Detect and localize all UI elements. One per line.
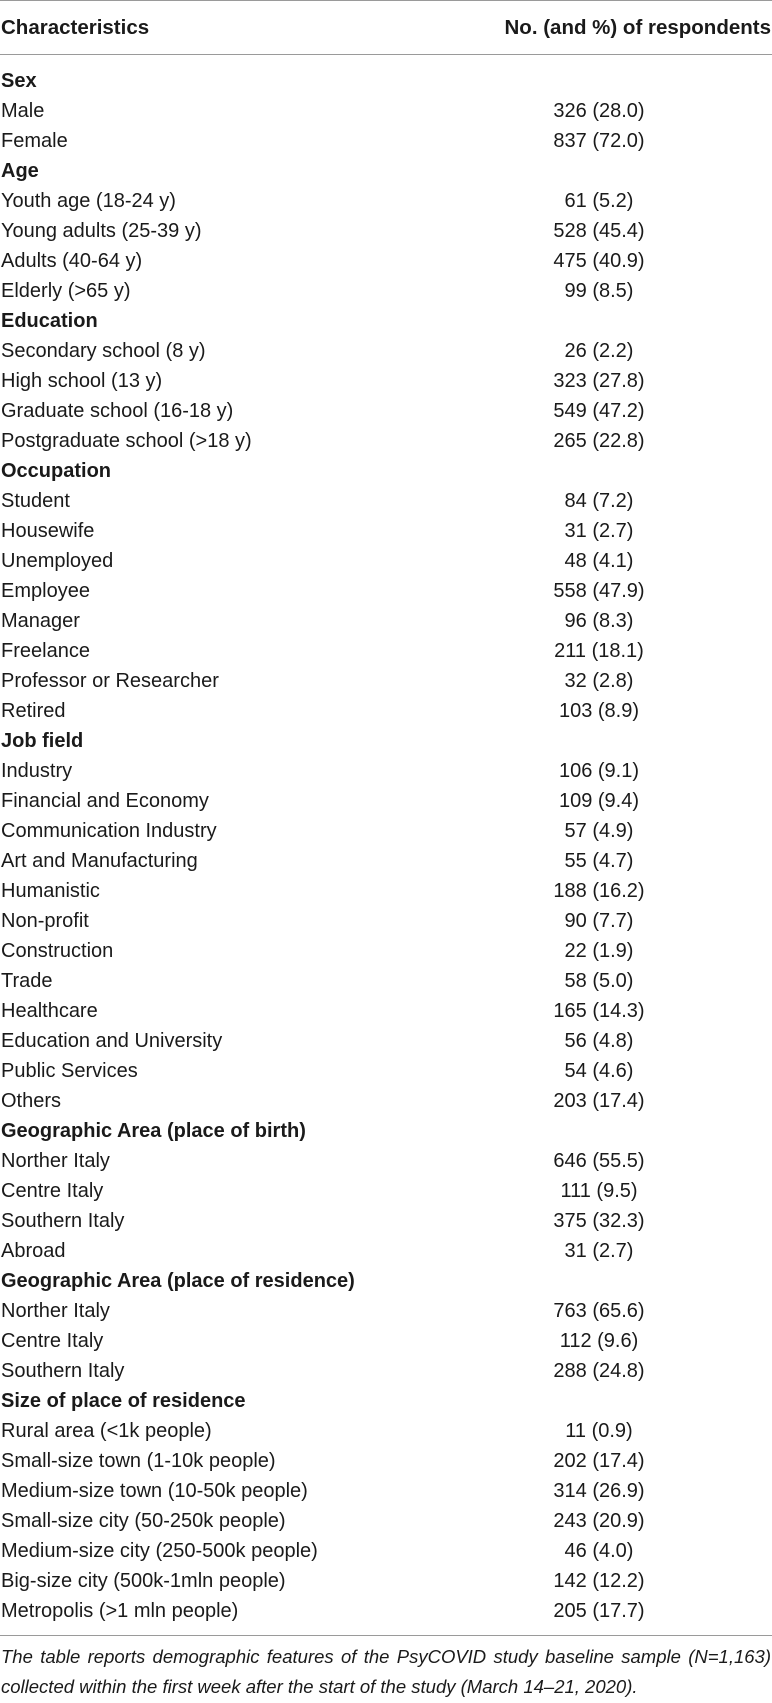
table-row — [0, 96, 772, 126]
table-row — [0, 396, 772, 426]
table-row — [0, 336, 772, 366]
row-label: Communication Industry — [1, 820, 217, 842]
section-label: Geographic Area (place of residence) — [1, 1270, 355, 1292]
row-label: Industry — [1, 760, 73, 782]
row-label: Trade — [1, 970, 53, 992]
section-header-row — [0, 726, 772, 756]
row-label: Youth age (18-24 y) — [1, 190, 176, 212]
row-value: 31 (2.7) — [564, 520, 634, 542]
table-row — [0, 846, 772, 876]
row-value: 90 (7.7) — [564, 910, 634, 932]
row-value: 109 (9.4) — [558, 790, 640, 812]
row-value: 31 (2.7) — [564, 1240, 634, 1262]
row-value: 646 (55.5) — [553, 1150, 645, 1172]
table-row — [0, 276, 772, 306]
section-header-row — [0, 156, 772, 186]
row-value: 48 (4.1) — [564, 550, 634, 572]
row-value: 26 (2.2) — [564, 340, 634, 362]
section-header-row — [0, 1266, 772, 1296]
table-row — [0, 546, 772, 576]
row-value: 22 (1.9) — [564, 940, 634, 962]
row-label: Centre Italy — [1, 1180, 104, 1202]
row-value: 61 (5.2) — [564, 190, 634, 212]
table-row — [0, 1236, 772, 1266]
table-row — [0, 636, 772, 666]
row-label: Big-size city (500k-1mln people) — [1, 1570, 286, 1592]
row-value: 475 (40.9) — [553, 250, 645, 272]
table-row — [0, 1326, 772, 1356]
row-label: Southern Italy — [1, 1360, 125, 1382]
table-row — [0, 1296, 772, 1326]
row-label: Secondary school (8 y) — [1, 340, 206, 362]
row-label: Metropolis (>1 mln people) — [1, 1600, 239, 1622]
row-value: 326 (28.0) — [553, 100, 645, 122]
section-label: Age — [1, 160, 39, 182]
table-row — [0, 786, 772, 816]
table-row — [0, 756, 772, 786]
row-value: 558 (47.9) — [553, 580, 645, 602]
table-row — [0, 936, 772, 966]
table-row — [0, 1206, 772, 1236]
table-body — [0, 55, 772, 1626]
section-label: Size of place of residence — [1, 1390, 246, 1412]
row-value: 188 (16.2) — [553, 880, 645, 902]
table-row — [0, 1056, 772, 1086]
row-label: Medium-size city (250-500k people) — [1, 1540, 318, 1562]
row-value: 211 (18.1) — [554, 640, 644, 662]
row-label: Housewife — [1, 520, 95, 542]
row-label: Retired — [1, 700, 66, 722]
row-label: Professor or Researcher — [1, 670, 219, 692]
table-row — [0, 1476, 772, 1506]
table-row — [0, 366, 772, 396]
table-row — [0, 966, 772, 996]
row-label: Young adults (25-39 y) — [1, 220, 202, 242]
row-value: 84 (7.2) — [564, 490, 634, 512]
table-footnote: The table reports demographic features of the PsyCOVID study baseline sample (N=1,163) collected within the first week after the start of the study (March 14–21, 2020). — [1, 1646, 771, 1697]
row-label: Postgraduate school (>18 y) — [1, 430, 252, 452]
row-value: 837 (72.0) — [553, 130, 645, 152]
table-row — [0, 516, 772, 546]
table-row — [0, 1176, 772, 1206]
row-value: 96 (8.3) — [564, 610, 634, 632]
row-label: Male — [1, 100, 45, 122]
row-label: Small-size city (50-250k people) — [1, 1510, 286, 1532]
row-label: Employee — [1, 580, 90, 602]
row-value: 54 (4.6) — [564, 1060, 634, 1082]
row-value: 323 (27.8) — [553, 370, 645, 392]
row-value: 112 (9.6) — [559, 1330, 639, 1352]
row-value: 288 (24.8) — [553, 1360, 645, 1382]
row-value: 57 (4.9) — [564, 820, 634, 842]
row-label: Elderly (>65 y) — [1, 280, 131, 302]
table-row — [0, 126, 772, 156]
header-characteristics: Characteristics — [1, 15, 150, 39]
row-value: 142 (12.2) — [553, 1570, 645, 1592]
section-header-row — [0, 456, 772, 486]
row-value: 106 (9.1) — [558, 760, 640, 782]
row-label: Adults (40-64 y) — [1, 250, 143, 272]
row-label: Others — [1, 1090, 62, 1112]
row-value: 314 (26.9) — [553, 1480, 645, 1502]
table-row — [0, 576, 772, 606]
row-value: 103 (8.9) — [558, 700, 640, 722]
header-respondents: No. (and %) of respondents — [504, 15, 771, 39]
row-value: 203 (17.4) — [553, 1090, 645, 1112]
row-label: Humanistic — [1, 880, 100, 902]
row-value: 243 (20.9) — [553, 1510, 645, 1532]
row-label: Non-profit — [1, 910, 89, 932]
section-label: Geographic Area (place of birth) — [1, 1120, 306, 1142]
section-header-row — [0, 1116, 772, 1146]
section-header-row — [0, 1386, 772, 1416]
table-row — [0, 606, 772, 636]
row-value: 202 (17.4) — [553, 1450, 645, 1472]
table-row — [0, 906, 772, 936]
row-label: Construction — [1, 940, 114, 962]
row-label: Public Services — [1, 1060, 138, 1082]
table-row — [0, 186, 772, 216]
row-label: Southern Italy — [1, 1210, 125, 1232]
table-row — [0, 1356, 772, 1386]
table-row — [0, 666, 772, 696]
section-header-row — [0, 306, 772, 336]
row-value: 11 (0.9) — [565, 1420, 633, 1442]
table-header — [0, 1, 772, 55]
table-row — [0, 1026, 772, 1056]
table-row — [0, 696, 772, 726]
row-label: Female — [1, 130, 68, 152]
row-label: Rural area (<1k people) — [1, 1420, 212, 1442]
section-header-row — [0, 66, 772, 96]
row-value: 111 (9.5) — [560, 1180, 638, 1202]
row-label: Graduate school (16-18 y) — [1, 400, 234, 422]
row-label: Norther Italy — [1, 1300, 110, 1322]
row-label: Manager — [1, 610, 80, 632]
row-label: Freelance — [1, 640, 90, 662]
table-row — [0, 996, 772, 1026]
table-row — [0, 1416, 772, 1446]
row-value: 58 (5.0) — [564, 970, 634, 992]
row-label: Medium-size town (10-50k people) — [1, 1480, 308, 1502]
row-value: 46 (4.0) — [564, 1540, 634, 1562]
row-value: 549 (47.2) — [553, 400, 645, 422]
row-label: Norther Italy — [1, 1150, 110, 1172]
table-row — [0, 876, 772, 906]
table-row — [0, 426, 772, 456]
section-label: Job field — [1, 730, 84, 752]
table-row — [0, 816, 772, 846]
row-value: 99 (8.5) — [564, 280, 634, 302]
row-value: 763 (65.6) — [553, 1300, 645, 1322]
row-value: 32 (2.8) — [564, 670, 634, 692]
row-label: Centre Italy — [1, 1330, 104, 1352]
row-label: Student — [1, 490, 70, 512]
row-value: 165 (14.3) — [553, 1000, 645, 1022]
table-row — [0, 1566, 772, 1596]
table-row — [0, 1506, 772, 1536]
row-label: Financial and Economy — [1, 790, 209, 812]
section-label: Occupation — [1, 460, 112, 482]
row-value: 205 (17.7) — [553, 1600, 645, 1622]
row-label: Education and University — [1, 1030, 223, 1052]
row-value: 528 (45.4) — [553, 220, 645, 242]
table-row — [0, 1446, 772, 1476]
row-label: Art and Manufacturing — [1, 850, 198, 872]
table-row — [0, 1596, 772, 1626]
row-value: 265 (22.8) — [553, 430, 645, 452]
section-label: Education — [1, 310, 98, 332]
table-row — [0, 246, 772, 276]
table-row — [0, 486, 772, 516]
table-row — [0, 1146, 772, 1176]
row-value: 56 (4.8) — [564, 1030, 634, 1052]
table-row — [0, 1086, 772, 1116]
row-label: High school (13 y) — [1, 370, 163, 392]
row-label: Small-size town (1-10k people) — [1, 1450, 276, 1472]
row-value: 375 (32.3) — [553, 1210, 645, 1232]
section-label: Sex — [1, 70, 37, 92]
row-label: Healthcare — [1, 1000, 98, 1022]
row-label: Unemployed — [1, 550, 114, 572]
table-row — [0, 1536, 772, 1566]
row-value: 55 (4.7) — [564, 850, 634, 872]
row-label: Abroad — [1, 1240, 66, 1262]
table-row — [0, 216, 772, 246]
